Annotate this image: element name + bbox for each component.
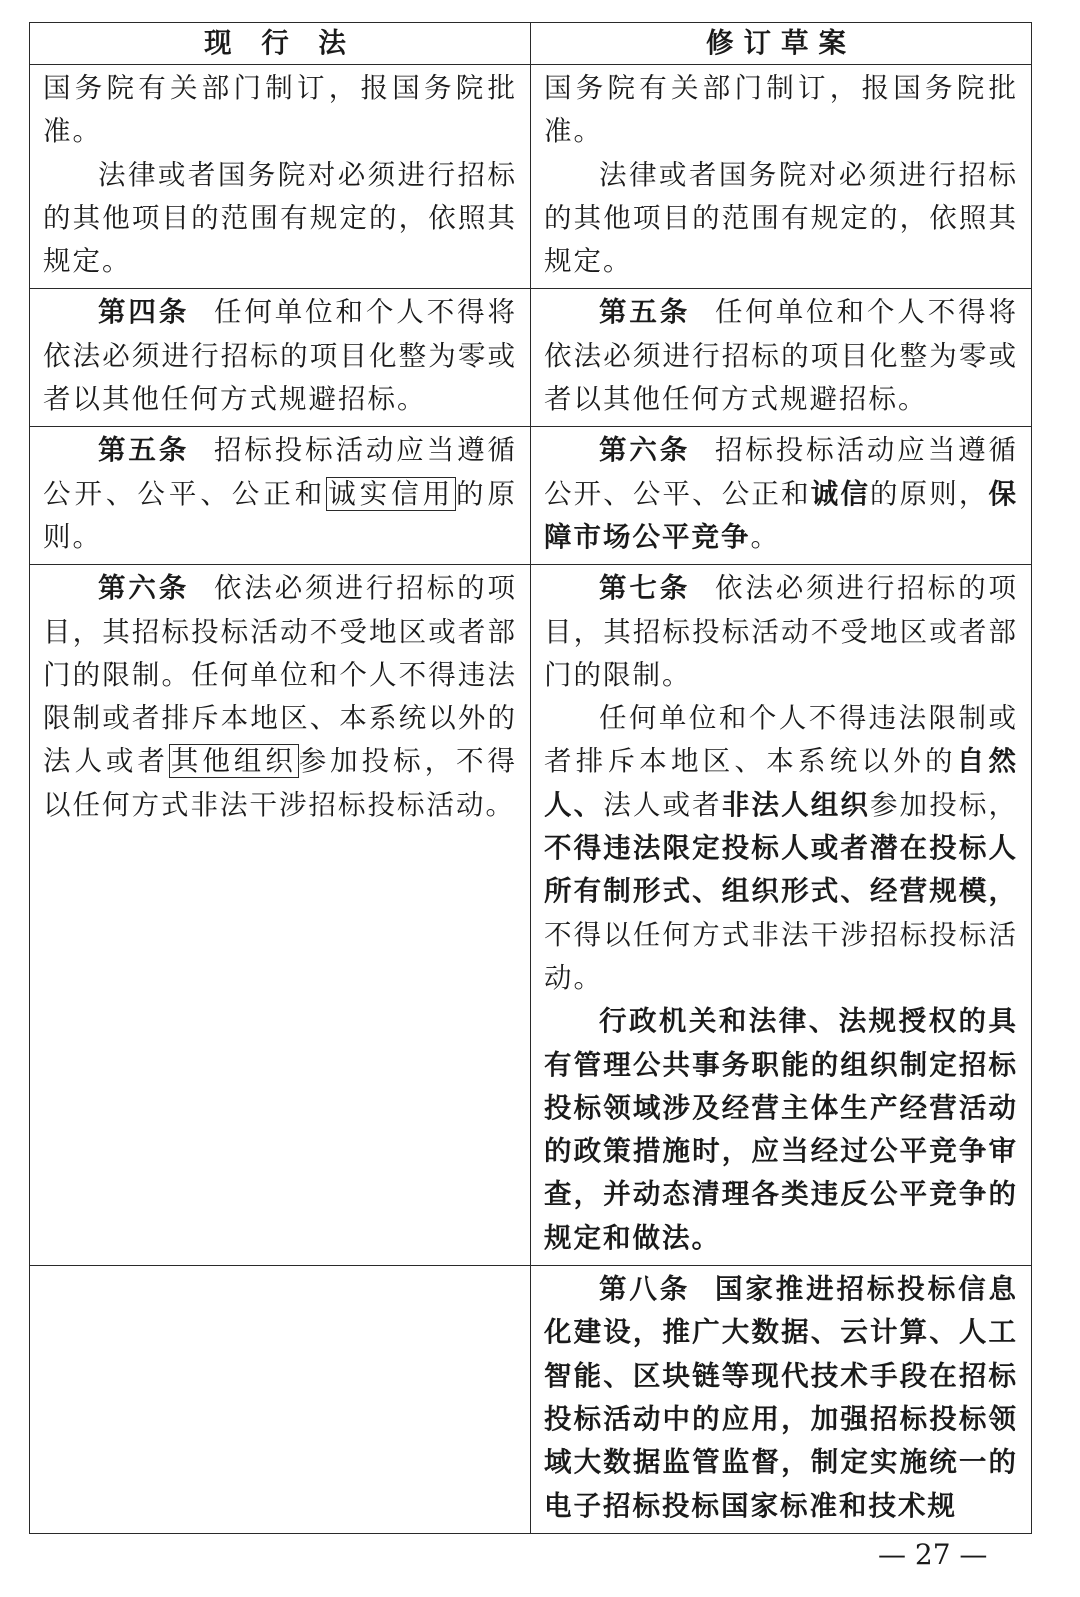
table-row (30, 289, 1032, 427)
table-header-row (30, 23, 1032, 65)
added-article-paragraph (544, 1268, 1018, 1528)
article-number: 第五条 (98, 434, 190, 467)
article-text: 国家推进招标投标信息化建设，推广大数据、云计算、人工智能、区块链等现代技术手段在招标投标活动中的应用，加强招标投标领域大数据监管监督，制定实施统一的电子招标投标国家标准和技术规 (544, 1273, 1018, 1522)
article-text: 参加投标， (870, 788, 1019, 821)
article-paragraph (544, 291, 1018, 421)
table-row (30, 427, 1032, 565)
article-text: 依法必须进行招标的项目，其招标投标活动不受地区或者部门的限制。任何单位和个人不得违法限制或者排斥本地区、本系统以外的法人或者 (43, 572, 517, 778)
revised-draft-cell (531, 427, 1032, 565)
article-text: 依法必须进行招标的项目，其招标投标活动不受地区或者部门的限制。 (544, 572, 1018, 691)
table-row (30, 1266, 1032, 1534)
article-text: 法人或者 (603, 788, 722, 821)
article-text: 招标投标活动应当遵循公开、公平、公正和 (43, 434, 517, 510)
header-revised-draft: 修订草案 (531, 23, 1032, 65)
added-paragraph: 行政机关和法律、法规授权的具有管理公共事务职能的组织制定招标投标领域涉及经营主体生产经营活动的政策措施时，应当经过公平竞争审查，并动态清理各类违反公平竞争的规定和做法。 (544, 1005, 1018, 1254)
article-paragraph (43, 429, 517, 559)
revised-draft-cell (531, 565, 1032, 1266)
comparison-table (29, 22, 1032, 1534)
article-number: 第八条 (599, 1273, 691, 1306)
added-text: 非法人组织 (721, 788, 870, 821)
article-text: 招标投标活动应当遵循公开、公平、公正和 (544, 434, 1018, 510)
article-number: 第七条 (599, 572, 691, 605)
added-text: 自然人、 (544, 745, 1018, 821)
added-text: 诚信 (810, 477, 870, 510)
table-row (30, 565, 1032, 1266)
current-law-cell (30, 65, 531, 289)
paragraph: 国务院有关部门制订，报国务院批准。 (544, 72, 1018, 148)
article-paragraph (544, 429, 1018, 559)
page-number: — 27 — (878, 1538, 988, 1571)
article-number: 第六条 (599, 434, 691, 467)
revised-draft-cell (531, 65, 1032, 289)
article-text: 任何单位和个人不得将依法必须进行招标的项目化整为零或者以其他任何方式规避招标。 (43, 296, 517, 416)
revised-draft-cell (531, 289, 1032, 427)
article-text: 任何单位和个人不得将依法必须进行招标的项目化整为零或者以其他任何方式规避招标。 (544, 296, 1018, 416)
table-row (30, 65, 1032, 289)
current-law-cell (30, 289, 531, 427)
article-number: 第五条 (599, 296, 691, 329)
article-number: 第四条 (98, 296, 190, 329)
paragraph (544, 697, 1018, 1000)
article-text: 不得以任何方式非法干涉招标投标活动。 (544, 918, 1018, 994)
article-paragraph (43, 291, 517, 421)
article-text: 参加投标，不得以任何方式非法干涉招标投标活动。 (43, 745, 518, 821)
revised-draft-cell (531, 1266, 1032, 1534)
header-current-law: 现 行 法 (30, 23, 531, 65)
current-law-cell-empty (30, 1266, 531, 1534)
deleted-term-box: 诚实信用 (328, 477, 455, 510)
article-text: 的原则。 (43, 477, 518, 553)
article-number: 第六条 (98, 572, 190, 605)
added-text: 不得违法限定投标人或者潜在投标人所有制形式、组织形式、经营规模， (544, 832, 1018, 908)
added-text: 保障市场公平竞争 (544, 477, 1019, 553)
article-paragraph (544, 567, 1018, 697)
paragraph: 法律或者国务院对必须进行招标的其他项目的范围有规定的，依照其规定。 (544, 158, 1018, 278)
current-law-cell (30, 427, 531, 565)
article-text: 任何单位和个人不得违法限制或者排斥本地区、本系统以外的 (544, 702, 1018, 778)
article-text: 。 (750, 520, 780, 553)
deleted-term-box: 其他组织 (170, 745, 297, 778)
current-law-cell (30, 565, 531, 1266)
article-paragraph (43, 567, 517, 827)
paragraph: 国务院有关部门制订，报国务院批准。 (43, 72, 517, 148)
article-text: 的原则， (869, 477, 989, 510)
paragraph: 法律或者国务院对必须进行招标的其他项目的范围有规定的，依照其规定。 (43, 158, 517, 278)
